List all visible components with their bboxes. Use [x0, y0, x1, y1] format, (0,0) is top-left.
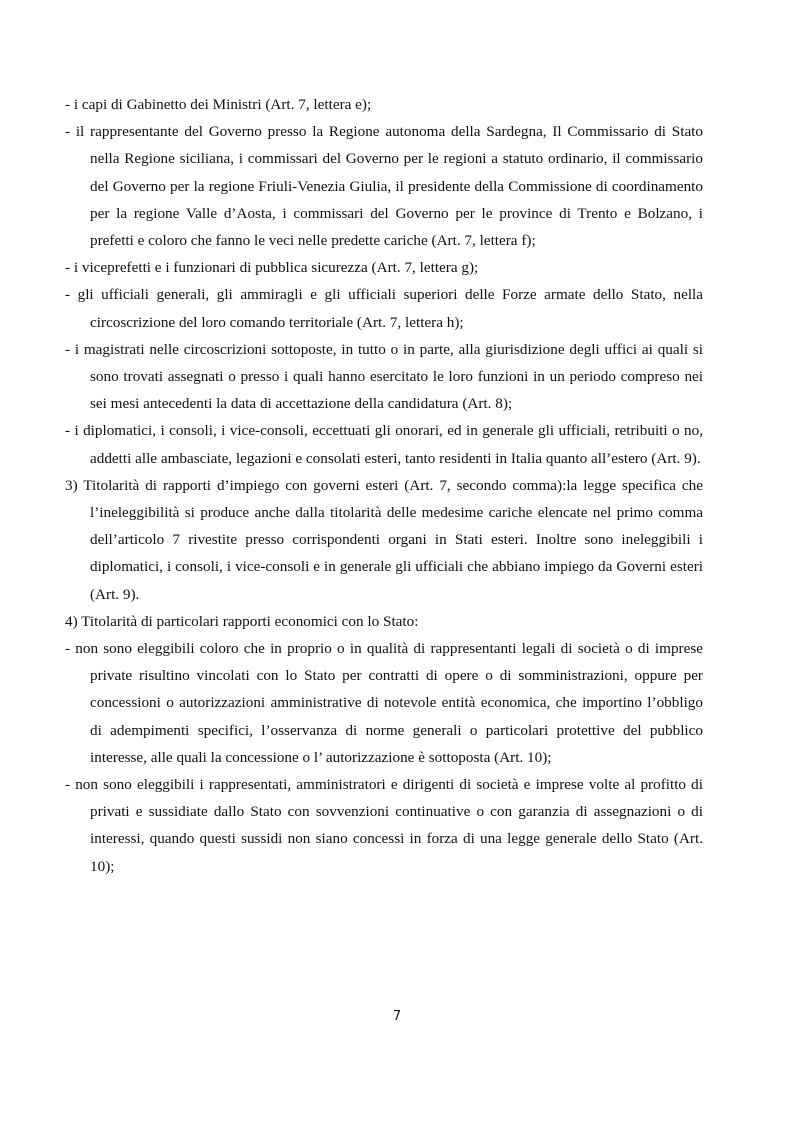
numbered-item: 4) Titolarità di particolari rapporti economici con lo Stato: [65, 612, 419, 630]
list-item: - non sono eleggibili i rappresentati, amministratori e dirigenti di società e imprese volte al profitto di privati e sussidiate dallo Stato con sovvenzioni continuative o con garanzia di assegnazioni o di interessi, quando questi sussidi non siano concessi in forza di una legge generale dello Stato (Art. 10); [65, 776, 703, 875]
list-item: - i diplomatici, i consoli, i vice-consoli, eccettuati gli onorari, ed in generale gli ufficiali, retribuiti o no, addetti alle ambasciate, legazioni e consolati esteri, tanto residenti in Italia quanto all’estero (Art. 9). [65, 422, 703, 467]
document-body [65, 91, 703, 880]
list-item: - il rappresentante del Governo presso la Regione autonoma della Sardegna, Il Commissario di Stato nella Regione siciliana, i commissari del Governo per le regioni a statuto ordinario, il commissario del Governo per la regione Friuli-Venezia Giulia, il presidente della Commissione di coordinamento per la regione Valle d’Aosta, i commissari del Governo per le province di Trento e Bolzano, i prefetti e coloro che fanno le veci nelle predette cariche (Art. 7, lettera f); [65, 123, 703, 250]
list-item: - i viceprefetti e i funzionari di pubblica sicurezza (Art. 7, lettera g); [65, 259, 479, 277]
list-item: - i capi di Gabinetto dei Ministri (Art. 7, lettera e); [65, 96, 372, 113]
numbered-item: 3) Titolarità di rapporti d’impiego con governi esteri (Art. 7, secondo comma):la legge specifica che l’ineleggibilità si produce anche dalla titolarità delle medesime cariche elencate nel primo comma dell’articolo 7 rivestite presso corrispondenti organi in Stati esteri. Inoltre sono ineleggibili i diplomatici, i consoli, i vice-consoli e in generale gli ufficiali che abbiano impiego da Governi esteri (Art. 9). [65, 476, 703, 603]
page-number: 7 [392, 1009, 402, 1024]
list-item: - i magistrati nelle circoscrizioni sottoposte, in tutto o in parte, alla giurisdizione degli uffici ai quali si sono trovati assegnati o presso i quali hanno esercitato le loro funzioni in un periodo compreso nei sei mesi antecedenti la data di accettazione della candidatura (Art. 8); [65, 340, 703, 413]
list-item: - non sono eleggibili coloro che in proprio o in qualità di rappresentanti legali di società o di imprese private risultino vincolati con lo Stato per contratti di opere o di somministrazioni, oppure per concessioni o autorizzazioni amministrative di notevole entità economica, che importino l’obbligo di adempimenti specifici, l’osservanza di norme generali o particolari protettive del pubblico interesse, alle quali la concessione o l’ autorizzazione è sottoposta (Art. 10); [65, 640, 703, 766]
list-item: - gli ufficiali generali, gli ammiragli e gli ufficiali superiori delle Forze armate dello Stato, nella circoscrizione del loro comando territoriale (Art. 7, lettera h); [65, 286, 703, 331]
